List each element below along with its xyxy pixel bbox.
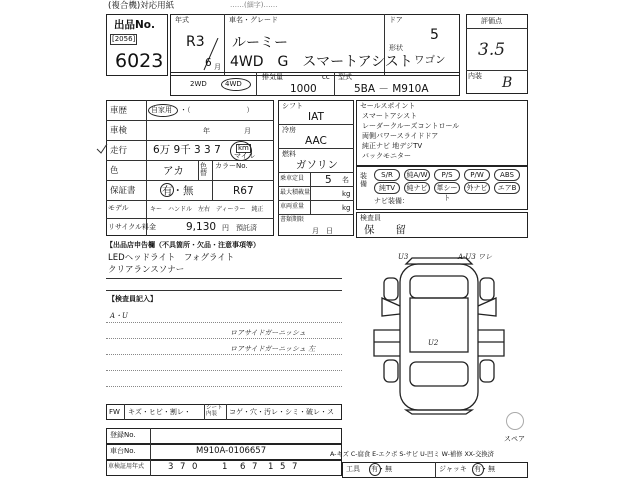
seat-items: コゲ・穴・汚レ・シミ・破レ・ス [229, 408, 334, 416]
capacity-label: 乗車定員 [280, 175, 305, 182]
cert-4: 6 [240, 462, 246, 472]
mileage-value: 6万 9千 3 3 7 [153, 144, 221, 156]
equipment-label: 装備 [360, 172, 367, 188]
shift-label: シフト [282, 102, 303, 110]
mileage-unit: km [238, 144, 249, 152]
reg-label: 登録No. [110, 431, 136, 439]
inspector-label: 検査員 [360, 214, 381, 222]
notes-label: 【出品店申告欄（不具箇所・欠品・注意事項等） [106, 241, 260, 249]
diagram-mark-2: A-U3 ワレ [458, 253, 492, 261]
load-label: 最大積載量 [280, 189, 311, 196]
expiry-label: 書類期限 [280, 216, 305, 223]
seat-label: シート 内装 [206, 405, 223, 417]
ac-value: AAC [305, 135, 327, 147]
inspection-line-2: ロアサイドガーニッシュ [230, 329, 306, 337]
mileage-label: 走行 [110, 146, 128, 156]
shaken-label: 車検 [110, 126, 128, 136]
check-mark [96, 140, 108, 159]
year-era: R3 [186, 34, 205, 50]
year-label: 年式 [175, 16, 189, 24]
top-strip: ……(細字)…… [230, 1, 278, 9]
cert-label: 車検証用年式 [108, 463, 145, 470]
equip-sr: S/R [374, 169, 400, 181]
drive-4wd: 4WD [225, 80, 242, 88]
year-month: 6 [205, 57, 212, 69]
cert-7: 5 [280, 462, 286, 472]
reg-row [106, 428, 342, 444]
lot-sub: [2056] [112, 35, 136, 43]
doors-label: ドア [389, 16, 403, 24]
damage-items: キズ・ヒビ・割レ・ [128, 408, 191, 416]
displacement-unit: cc [322, 73, 330, 81]
interior-value: B [502, 75, 513, 91]
weight-label: 車両重量 [280, 203, 305, 210]
weight-unit: kg [342, 204, 351, 212]
equip-pw: P/W [464, 169, 490, 181]
sales-points-label: セールスポイント [360, 102, 416, 110]
chassis-value: M910A-0106657 [196, 446, 267, 456]
car-diagram [364, 250, 514, 422]
displacement-value: 1000 [290, 83, 317, 95]
model-code-value: 5BA － M910A [354, 83, 429, 95]
shape-label: 形状 [389, 44, 403, 52]
mileage-circle [230, 141, 252, 161]
tools-value: 有・無 [371, 465, 392, 473]
history-value: 自家用 [151, 106, 172, 114]
sales-point-2: レーダークルーズコントロール [362, 122, 460, 130]
options-label: モデル [108, 204, 129, 212]
year-month-unit: 月 [214, 63, 221, 71]
jack-label: ジャッキ [439, 465, 467, 473]
recycle-unit: 円 [222, 224, 229, 232]
warranty-value: 有・無 [162, 185, 194, 197]
cert-2: 0 [192, 462, 198, 472]
shaken-year-unit: 年 [203, 127, 210, 135]
sales-point-1: スマートアシスト [362, 112, 418, 120]
colorcode-value: R67 [233, 185, 254, 197]
inspection-line-1: A・U [110, 312, 128, 320]
chassis-label: 車台No. [110, 447, 136, 455]
model-code-label: 型式 [338, 73, 352, 81]
doors-value: 5 [430, 27, 439, 43]
load-unit: kg [342, 190, 351, 198]
expiry-unit: 月 日 [312, 227, 333, 235]
tools-label: 工具 [346, 465, 360, 473]
cert-1: 7 [180, 462, 186, 472]
recycle-label: リサイクル料金 [108, 223, 157, 231]
colorcode-label: カラーNo. [215, 162, 248, 170]
equip-ext-navi: 外ナビ [464, 182, 490, 194]
model-grade: 4WD G スマートアシスト [230, 54, 413, 70]
form-title: (複合機)対応用紙 [108, 1, 175, 11]
inspection-label: 【検査員記入】 [108, 295, 157, 303]
displacement-label: 排気量 [262, 73, 283, 81]
inspector-value: 保 留 [364, 224, 406, 236]
color-change: 色替 [200, 162, 207, 177]
fuel-label: 燃料 [282, 150, 296, 158]
diagram-mark-1: U3 [398, 253, 409, 261]
color-value: アカ [163, 165, 184, 177]
cert-6: 1 [268, 462, 274, 472]
recycle-value: 9,130 [186, 221, 217, 233]
score-label: 評価点 [481, 17, 502, 25]
cert-8: 7 [292, 462, 298, 472]
nav-label: ナビ装備： [374, 197, 409, 205]
capacity-value: 5 [325, 174, 332, 186]
cert-5: 7 [252, 462, 258, 472]
equip-abs: ABS [494, 169, 520, 181]
equip-airbag: エアB [494, 182, 520, 194]
shift-value: IAT [308, 111, 324, 123]
damage-label: FW [109, 408, 120, 416]
diagram-mark-3: U2 [428, 339, 439, 347]
equip-aw: 純A/W [404, 169, 430, 181]
warranty-label: 保証書 [110, 186, 136, 196]
model-name: ルーミー [232, 35, 288, 51]
sales-point-5: バックモニター [362, 152, 411, 160]
options-items: キー ハンドル 左右 ディーラー 純正 [150, 206, 264, 213]
equip-tv: 純TV [374, 182, 400, 194]
cert-0: 3 [168, 462, 174, 472]
drive-2wd: 2WD [190, 80, 207, 88]
equip-leather: 革シート [434, 182, 460, 194]
recycle-status: 預託済 [236, 224, 257, 232]
legend: A-キズ C-腐食 E-エクボ S-サビ U-凹ミ W-補修 XX-交換済 [330, 451, 494, 458]
mileage-note: マイル [234, 152, 255, 160]
history-label: 車歴 [110, 106, 128, 116]
shape-value: ワゴン [414, 54, 446, 66]
cert-3: 1 [222, 462, 228, 472]
color-label: 色 [110, 166, 119, 176]
sales-point-4: 純正ナビ 地デジTV [362, 142, 423, 150]
sales-point-3: 両側パワースライドドア [362, 132, 439, 140]
note-2: クリアランスソナー [108, 265, 185, 275]
spare-circle [506, 412, 524, 430]
spare-label: スペア [504, 435, 525, 443]
capacity-unit: 名 [342, 176, 349, 184]
shaken-month-unit: 月 [244, 127, 251, 135]
model-label: 車名・グレード [229, 16, 278, 24]
equip-navi: 純ナビ [404, 182, 430, 194]
equip-ps: P/S [434, 169, 460, 181]
jack-value: 有・無 [474, 465, 495, 473]
fuel-value: ガソリン [296, 159, 338, 171]
ac-label: 冷房 [282, 126, 296, 134]
history-extra: ・（ ） [180, 106, 254, 114]
score-value: 3.5 [478, 40, 506, 60]
interior-label: 内装 [468, 72, 482, 80]
lot-number: 6023 [115, 50, 164, 72]
inspection-line-3: ロアサイドガーニッシュ 左 [230, 345, 316, 353]
lot-label: 出品No. [114, 19, 155, 31]
note-1: LEDヘッドライト フォグライト [108, 253, 235, 263]
